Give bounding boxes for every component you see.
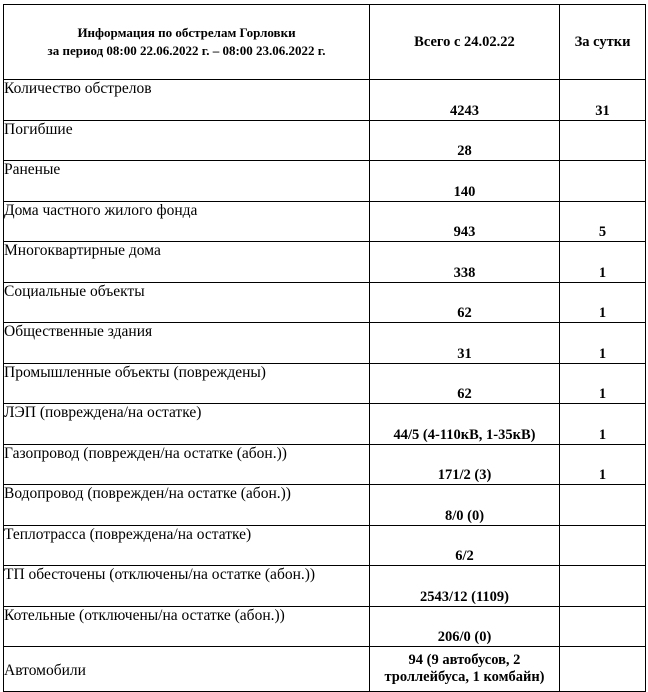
row-day: 1 — [560, 444, 646, 485]
table-row — [4, 606, 646, 647]
header-row — [4, 5, 646, 80]
row-day — [560, 485, 646, 526]
table-row — [4, 444, 646, 485]
row-day — [560, 606, 646, 647]
row-label: Газопровод (поврежден/на остатке (абон.)) — [4, 444, 370, 485]
row-total: 31 — [370, 323, 560, 364]
row-total: 338 — [370, 242, 560, 283]
table-row — [4, 282, 646, 323]
row-label: Промышленные объекты (повреждены) — [4, 363, 370, 404]
row-day — [560, 120, 646, 161]
row-day — [560, 161, 646, 202]
row-label: Многоквартирные дома — [4, 242, 370, 283]
table-row — [4, 566, 646, 607]
table-row — [4, 525, 646, 566]
report-title-line2: за период 08:00 22.06.2022 г. – 08:00 23.06.2022 г. — [47, 43, 326, 58]
row-day: 31 — [560, 80, 646, 121]
row-total: 62 — [370, 282, 560, 323]
row-day — [560, 566, 646, 607]
row-label: ТП обесточены (отключены/на остатке (абон.)) — [4, 566, 370, 607]
table-row — [4, 161, 646, 202]
column-header-total: Всего с 24.02.22 — [370, 5, 560, 80]
row-label: Котельные (отключены/на остатке (абон.)) — [4, 606, 370, 647]
row-total: 140 — [370, 161, 560, 202]
row-label: Общественные здания — [4, 323, 370, 364]
row-label: Дома частного жилого фонда — [4, 201, 370, 242]
row-total: 6/2 — [370, 525, 560, 566]
row-total: 28 — [370, 120, 560, 161]
table-row — [4, 80, 646, 121]
row-day: 1 — [560, 404, 646, 445]
row-label: Погибшие — [4, 120, 370, 161]
row-day: 5 — [560, 201, 646, 242]
row-total: 171/2 (3) — [370, 444, 560, 485]
report-title — [4, 5, 370, 80]
table-row — [4, 201, 646, 242]
table-row — [4, 242, 646, 283]
report-title-line1: Информация по обстрелам Горловки — [77, 25, 296, 40]
column-header-day: За сутки — [560, 5, 646, 80]
row-total: 2543/12 (1109) — [370, 566, 560, 607]
row-total: 44/5 (4-110кВ, 1-35кВ) — [370, 404, 560, 445]
row-total: 206/0 (0) — [370, 606, 560, 647]
row-label: Автомобили — [4, 647, 370, 692]
row-label: Раненые — [4, 161, 370, 202]
table-row — [4, 323, 646, 364]
row-total: 943 — [370, 201, 560, 242]
row-day: 1 — [560, 323, 646, 364]
row-label: Теплотрасса (повреждена/на остатке) — [4, 525, 370, 566]
row-day: 1 — [560, 282, 646, 323]
shelling-report-table — [3, 4, 646, 692]
table-row — [4, 363, 646, 404]
row-label: Водопровод (поврежден/на остатке (абон.)) — [4, 485, 370, 526]
row-total: 94 (9 автобусов, 2 троллейбуса, 1 комбайн) — [370, 647, 560, 692]
table-row — [4, 485, 646, 526]
row-day — [560, 525, 646, 566]
row-total: 62 — [370, 363, 560, 404]
row-total: 8/0 (0) — [370, 485, 560, 526]
row-total: 4243 — [370, 80, 560, 121]
table-row — [4, 120, 646, 161]
table-row — [4, 647, 646, 692]
row-label: Социальные объекты — [4, 282, 370, 323]
row-day — [560, 647, 646, 692]
row-label: Количество обстрелов — [4, 80, 370, 121]
row-day: 1 — [560, 363, 646, 404]
row-day: 1 — [560, 242, 646, 283]
row-label: ЛЭП (повреждена/на остатке) — [4, 404, 370, 445]
table-row — [4, 404, 646, 445]
